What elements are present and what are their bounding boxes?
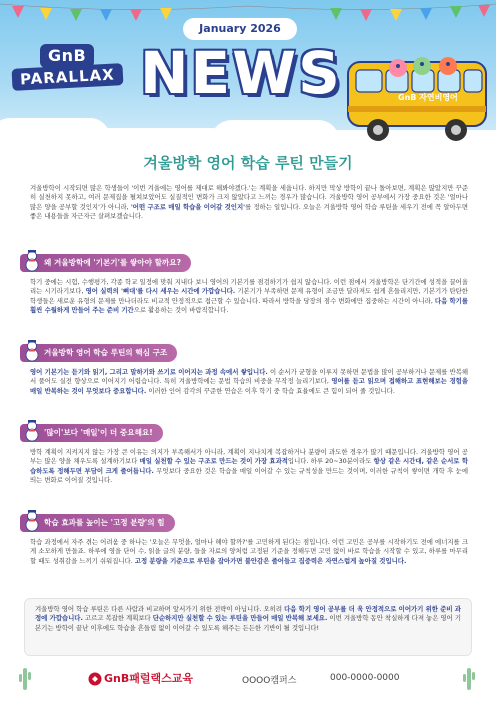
bus-brand-label: GnB 자연비영어 bbox=[398, 93, 458, 102]
article-title: 겨울방학 영어 학습 루틴 만들기 bbox=[143, 154, 353, 172]
body-text: 학습 과정에서 자주 겪는 어려움 중 하나는 '오늘은 무엇을, 얼마나 해야 할까?'를 고민하게 된다는 점입니다. 이런 고민은 공부를 시작하기도 전에 에너지를 크게 소모하게 만들죠. 하루에 영을 단어 수, 읽을 글의 분량, 들을 자료의 양처럼 고정된 기준을 정해두면 고민 없이 바로 학습을 시작할 수 있고, 하루를 마무리할 때도 성취감을 느끼기 쉬워집니다. bbox=[30, 538, 468, 565]
cloud-decoration bbox=[90, 128, 230, 150]
issue-date: January 2026 bbox=[183, 18, 297, 40]
snowman-icon bbox=[24, 510, 40, 532]
summary-text: 겨울방학 영어 학습 루틴은 다른 사람과 비교하며 앞서가기 위한 전략이 아닙니다. 오히려 bbox=[35, 605, 285, 613]
section-body-fixed-amount bbox=[30, 538, 468, 566]
section-heading-basics bbox=[20, 254, 191, 272]
intro-text: 겨울방학이 시작되면 많은 학생들이 '이번 겨울에는 영어를 제대로 해봐야겠다.'는 계획을 세웁니다. 하지만 막상 방학이 끝나 돌아보면, 계획은 많았지만 꾸준히 실천하지 못하고, 여러 문제집을 펼쳐보았어도 실질적인 변화가 크지 않았다고 느끼는 경우가 많습니다. 겨울방학 영어 공부에서 가장 중요한 것은 '얼마나 많은 양을 공부할 것인지'가 아니라, bbox=[30, 184, 468, 211]
body-highlight: 영어 실력의 '뼈대'를 다시 세우는 시간에 가깝습니다. bbox=[85, 287, 236, 296]
body-highlight: 영어 기본기는 듣기와 읽기, 그리고 말하기와 쓰기로 이어지는 과정 속에서 쌓입니다. bbox=[30, 368, 268, 376]
body-text: 이 순서가 균형을 이루지 못하면 문법을 많이 공부하거나 문제를 반복해서 풀어도 실전 향상으로 이어지기 어렵습니다. 특히 겨울방학에는 문법 학습의 비중을 무작정 늘리기보다, bbox=[30, 368, 468, 386]
intro-highlight: '어떤 구조로 매일 학습을 이어갈 것인지' bbox=[130, 202, 246, 211]
footer-phone: 000-0000-0000 bbox=[330, 673, 400, 683]
summary-text: 이번 겨울방학 동안 착실하게 다져 놓은 영어 기본기는 방학이 끝난 이후에도 학습을 흔들림 없이 이어갈 수 있도록 해주는 든든한 기반이 될 것입니다! bbox=[35, 614, 461, 632]
intro-text: 를 정하는 일입니다. bbox=[245, 202, 301, 211]
body-text: 방학 계획이 지켜지지 않는 가장 큰 이유는 의지가 부족해서가 아니라, 계획이 지나치게 복잡하거나 분량이 과도한 경우가 많기 때문입니다. 겨울방학 영어 공부는 많은 양을 채우도록 설계하기보다 bbox=[30, 448, 468, 466]
snowman-icon bbox=[24, 340, 40, 362]
section-heading-text: '많이'보다 '매일'이 더 중요해요! bbox=[44, 428, 153, 437]
header-banner bbox=[0, 0, 496, 150]
article bbox=[0, 150, 496, 702]
gnb-logo-icon bbox=[88, 672, 102, 686]
snowman-icon bbox=[24, 250, 40, 272]
brand-parallax-text: PARALLAX bbox=[12, 63, 124, 91]
body-highlight: 다음 학기를 훨씬 수월하게 만들어 주는 준비 기간 bbox=[30, 296, 469, 314]
brand-logo bbox=[12, 44, 132, 100]
news-masthead: NEWS bbox=[140, 39, 342, 107]
intro-text: 오늘은 겨울방학 영어 학습 루틴을 세우기 전에 꼭 알아두면 좋은 내용들을 자근자근 살펴보겠습니다. bbox=[30, 202, 469, 220]
section-heading-text: 겨울방학 영어 학습 루틴의 핵심 구조 bbox=[44, 348, 168, 357]
cactus-icon bbox=[462, 666, 476, 692]
section-heading-daily bbox=[20, 424, 163, 442]
body-text: 입니다. 하루 20~30분이라도 bbox=[287, 457, 374, 466]
section-heading-core-structure bbox=[20, 344, 177, 362]
body-text: 무엇보다 중요한 것은 학습을 매일 이어갈 수 있는 규칙성을 만드는 것이며, 이러한 규칙이 쌓이면 개학 후 눈에 띄는 변화로 이어질 것입니다. bbox=[30, 466, 468, 484]
body-highlight: 항상 같은 시간대, 같은 순서로 학습하도록 정해두면 부담이 크게 줄어듭니다. bbox=[30, 457, 468, 475]
brand-gnb-text: GnB bbox=[40, 44, 94, 68]
summary-highlight: 단순하지만 실천할 수 있는 루틴을 만들어 매일 반복해 보세요. bbox=[152, 614, 328, 623]
summary-box bbox=[24, 598, 472, 656]
footer-campus: OOOO캠퍼스 bbox=[242, 676, 297, 686]
body-highlight: 영어를 듣고 읽으며 접해하고 표현해보는 경험을 매일 반복하는 것이 무엇보다 중요합니다. bbox=[30, 377, 468, 395]
section-body-basics bbox=[30, 278, 468, 315]
summary-highlight: 다음 학기 영어 공부를 더 욱 안정적으로 이어가기 위한 준비 과정에 가깝습니다. bbox=[35, 605, 461, 623]
section-heading-text: 학습 효과를 높이는 '고정 분량'의 힘 bbox=[44, 518, 165, 527]
intro-paragraph bbox=[30, 184, 468, 221]
summary-text: 고르고 복잡한 계획보다 bbox=[82, 614, 153, 623]
footer bbox=[0, 660, 496, 702]
body-highlight: 고정 분량을 기준으로 루틴을 잡아가면 불안감은 줄어들고 집중력은 자연스럽게 높아질 것입니다. bbox=[134, 556, 407, 565]
section-heading-fixed-amount bbox=[20, 514, 175, 532]
body-text: 으로 활용하는 것이 바람직합니다. bbox=[133, 305, 229, 314]
body-text: 이러한 인어 감각의 꾸준한 연습은 이후 학기 중 학습 효율에도 큰 힘이 되어 줄 것입니다. bbox=[146, 386, 395, 395]
footer-brand-name: GnB패럴랙스교육 bbox=[104, 672, 193, 685]
section-heading-text: 왜 겨울방학에 '기본기'를 쌓아야 할까요? bbox=[44, 258, 181, 267]
body-highlight: 매일 실천할 수 있는 구조로 만드는 것이 가장 효과적 bbox=[139, 457, 288, 466]
snowman-icon bbox=[24, 420, 40, 442]
body-text: 학기 중에는 시험, 수행평가, 각종 학교 일정에 맞춰 지내다 보니 영어의 기본기를 점검하기가 쉽지 않습니다. 이런 점에서 겨울방학은 단기간에 성적을 끌어올리는 시기라기보다, bbox=[30, 278, 468, 296]
body-text: 기본기가 부족하면 문제 유형이 조금만 달라져도 쉽게 흔들리지만, 기본기가 탄탄한 학생들은 새로운 유형의 문제를 만나더라도 비교적 안정적으로 접근할 수 있습니다. 따라서 방학을 당장의 점수 변화에만 집중하는 시간이 아니라, bbox=[30, 287, 468, 305]
cactus-icon bbox=[18, 666, 32, 692]
section-body-core-structure bbox=[30, 368, 468, 396]
section-body-daily bbox=[30, 448, 468, 485]
